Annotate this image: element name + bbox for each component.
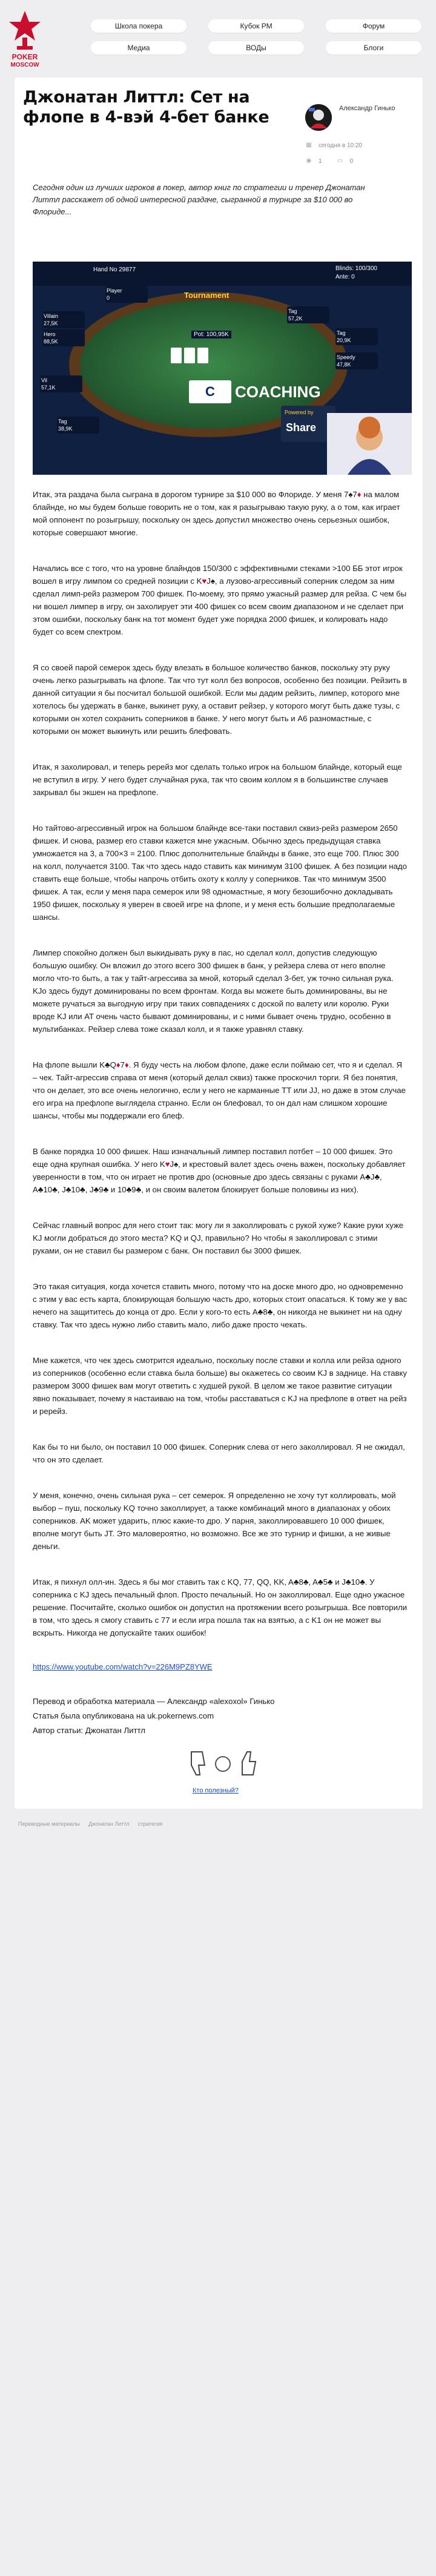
nav-vods[interactable]: ВОДы [208,41,304,54]
tag-item[interactable]: Джонатан Литтл [88,1821,130,1827]
paragraph-6: Лимпер спокойно должен был выкидывать руку в пас, но сделал колл, допустив следующую большую ошибку. Он вложил до этого всего 300 фишек в банк, у рейзера слева от него вполне могло что-то быть, а так у тайт-агрессива за мной, который сделал 3-бет, уж точно сильная рука. KJo здесь будут доминированы по всем фронтам. Когда вы можете быть доминированы, вы не можете ручаться за выгодную игру при таких совпадениях с доской по валету или королю. Руки вроде KJ или AT очень часто бывают доминированы, и с ними бывает очень трудно, особенно в мультибанках. Рейзер слева тоже сказал колл, и я также уравнял ставку. [33,948,394,1034]
video-blinds: Blinds: 100/300 [335,265,377,272]
paragraph-1: Итак, эта раздача была сыграна в дорогом турнире за $10 000 во Флориде. У меня 7♠7♦ на малом блайнде, но мы будем больше говорить не о том, как я разыгрываю такую руку, а о том, как играет мой оппонент по розыгрышу, поскольку он здесь допустил множество очень серьезных ошибок, которые совершают многие. [33,490,400,537]
article-intro: Сегодня один из лучших игроков в покер, автор книг по стратегии и тренер Джонатан Литтл расскажет об одной интересной раздаче, сыгранной в турнире за $10 000 во Флориде... [33,183,365,216]
paragraph-11: Мне кажется, что чек здесь смотрится идеально, поскольку после ставки и колла или рейза одного из соперников (особенно если ставка была больше) вы окажетесь со своим KJ в заднице. На ставку размером 3000 фишек вам могут ответить с худшей рукой. В целом же такое развитие ситуации явно показывает, почему я настаиваю на том, чтобы расставаться с KJ на префлопе в ответ на рейз и ререйз. [33,1356,407,1416]
reaction-icons [174,1748,271,1785]
logo-text [6,53,44,69]
tag-item[interactable]: Переводные материалы [18,1821,80,1827]
video-share: Share [286,421,317,434]
paragraph-4: Итак, я захолировал, и теперь ререйз мог сделать только игрок на большом блайнде, который еще не вступил в игру. У него будет случайная рука, так что своим коллом я в большинстве случаев закрывал бы экшен на префлопе. [33,762,402,797]
star-logo-icon [6,8,44,52]
author-box [305,102,426,174]
seat-2: Hero 88,5K [44,331,58,345]
seat-8: Speedy 47,8K [337,354,355,368]
paragraph-5: Но тайтово-агрессивный игрок на большом блайнде все-таки поставил сквиз-рейз размером 2650 фишек. И снова, размер его ставки кажется мне ужасным. Обычно здесь предыдущая ставка умножается на 3, а 700×3 = 2100. Плюс дополнительные блайнды в банке, это еще 700. Плюс 300 на колл, получается 3100. Так что здесь надо ставить как минимум 3100 фишек. А без позиции надо ставить еще больше, чтобы напрочь отбить охоту к коллу у соперников. Так что минимум 3500 фишек. А так, если у меня пара семерок или 98 одномастные, я могу безошибочно докладывать 1950 фишек, поскольку я уверен в своей игре на флопе, и у меня есть большие предполагаемые шансы. [33,824,407,922]
paragraph-8: В банке порядка 10 000 фишек. Наш изначальный лимпер поставил потбет – 10 000 фишек. Это еще одна крупная ошибка. У него K♥J♠, и крестовый валет здесь очень важен, поскольку добавляет уверенности в том, что он играет не против дро (основные дро здесь связаны с руками A♣J♣, A♣10♣, J♣10♣, J♣9♣ и 10♣9♣, и он своим валетом блокирует больше половины из них). [33,1147,406,1194]
nav-pm-cup[interactable]: Кубок РМ [208,19,304,33]
eye-icon: ◉ [306,157,312,164]
reactions [174,1748,271,1791]
logo-text-moscow: MOSCOW [10,62,39,68]
tag-list [18,1821,162,1827]
site-logo[interactable] [6,8,44,69]
thumbs-up-icon[interactable] [242,1752,256,1775]
seat-4: Tag 38,9K [58,418,73,432]
thumbs-down-icon[interactable] [191,1752,205,1775]
avatar[interactable] [305,104,332,131]
video-hand-no: Hand No 29877 [93,266,136,273]
helpful-link[interactable]: Кто полезный? [193,1787,239,1794]
paragraph-12: Как бы то ни было, он поставил 10 000 фишек. Соперник слева от него заколлировал. Я не ожидал, что он это сделает. [33,1442,405,1464]
youtube-link[interactable]: https://www.youtube.com/watch?v=226M9PZ8YWE [33,1662,213,1671]
svg-text:C: C [205,384,215,399]
video-tournament: Tournament [184,291,230,300]
video-ante: Ante: 0 [335,274,355,280]
dislike-count-circle [216,1757,230,1771]
paragraph-14: Итак, я пихнул олл-ин. Здесь я бы мог ставить так с KQ, 77, QQ, KK, A♣8♣, A♣5♣ и J♣10♣. У соперника с KJ здесь печальный флоп. Просто печальный. Но он заколлировал. Еще одно ужасное решение. Посчитайте, сколько ошибок он допустил на протяжении всего розыгрыша. Все повторили в том, что здесь я смогу ставить с 77 и если игра пошла так на взятью, а с K1 он не может вы вскрыть. Никогда не допускайте таких ошибок! [33,1577,408,1637]
video-brand: COACHING [235,383,321,401]
logo-text-poker: POKER [12,53,38,61]
nav-media[interactable]: Медиа [91,41,187,54]
seat-5: Player 0 [107,288,122,301]
avatar-image-icon [305,104,332,131]
paragraph-13: У меня, конечно, очень сильная рука – сет семерок. Я определенно не хочу тут коллировать, мой выбор – пуш, поскольку KQ точно заколлирует, а также комбинаций много в диапазонах у обоих соперников. AK может ударить, плюс какие-то дро. У парня, заколлировавшего 10 000 фишек, вполне могут быть JT. Это маловероятно, но возможно. Все же это турнир и фишки, а не живые деньги. [33,1491,396,1551]
nav-forum[interactable]: Форум [326,19,421,33]
paragraph-2: Начались все с того, что на уровне блайндов 150/300 с эффективными стеками >100 ББ этот игрок вошел в игру лимпом со средней позиции с K♥J♠, а лузово-агрессивный соперник следом за ним сделал лимп-рейз размером 700 фишек. По-моему, это прямо ужасный размер для рейза. С чем бы ни вошел лимпер в игру, он захолирует эти 400 фишек со всем своим диапазоном и не сделает при этом ошибки, поскольку банк на тот момент будет уже порядка 2000 фишек, и колировать надо будет со всем спектром. [33,564,407,636]
nav-blogs[interactable]: Блоги [326,41,421,54]
paragraph-7: На флопе вышли K♣Q♦7♦. Я буду честь на любом флопе, даже если поймаю сет, что я и сделал. Я – чек. Тайт-агрессив справа от меня (который делал сквиз) также проскочил торги. Я без понятия, что он делает, это все очень нелогично, если у него не карманные TT или JJ, но даже в этом случае его игра на префлопе выглядела странно. Если он блефовал, то он дал нам слишком хорошие шансы, чтобы мы поддержали его блеф. [33,1060,406,1120]
paragraph-9: Сейчас главный вопрос для него стоит так: могу ли я заколлировать с рукой хуже? Какие руки хуже KJ могли добраться до этого места? KQ и QJ, правильно? Но чтобы я заколлировал с этими руками, он не ставил бы размером с банк. Он поставил бы 3000 фишек. [33,1221,404,1255]
stats-row [305,157,353,165]
date-row [305,142,362,149]
credit-author: Автор статьи: Джонатан Литтл [33,1726,145,1735]
comment-count: 0 [349,157,354,165]
video-powered: Powered by [285,409,314,415]
site-header [0,0,436,78]
comment-icon: ▭ [337,157,343,164]
article-title: Джонатан Литтл: Сет на флопе в 4-вэй 4-бет банке [23,88,269,127]
seat-3: Vil 57,1K [41,377,56,391]
video-player[interactable] [33,262,412,475]
view-count: 1 [319,157,322,165]
credit-translation: Перевод и обработка материала — Александр «alexoxol» Гинько [33,1697,275,1706]
seat-6: Tag 57,2K [288,308,303,322]
paragraph-3: Я со своей парой семерок здесь буду влезать в большое количество банков, поскольку эту руку очень легко разыгрывать на флопе. Так что тут колл без вопросов, особенно без позиции. Рейзить в данной ситуации я бы посчитал большой ошибкой. Если мы дадим рейзить, лимпер, которого мне хотелось бы удержать в банке, выкинет руку, а оставит рейзер, у которого могут быть даже тузы, с которыми он хотел сохранить соперников в банке. У него могут быть и A6 разномастные, с которыми он может выкинуть или решить блефовать. [33,663,407,736]
paragraph-10: Это такая ситуация, когда хочется ставить много, потому что на доске много дро, но одновременно с этим у вас есть карта, блокирующая большую часть дро, которых стоит опасаться. К тому же у вас нечего на защититесь до конца от дро. Если у кого-то есть A♣8♣, он никогда не выкинет ни на одну ставку. Так что здесь нужно либо ставить мало, либо даже просто чекать. [33,1282,408,1329]
article-date: сегодня в 10:20 [319,142,362,149]
credit-source: Статья была опубликована на uk.pokernews.com [33,1711,214,1720]
author-name[interactable]: Александр Гинько [339,105,395,112]
calendar-icon: ▦ [306,142,312,148]
tag-item[interactable]: стратегия [137,1821,163,1827]
nav-poker-school[interactable]: Школа покера [91,19,187,33]
seat-1: Villain 27,5K [44,313,58,326]
seat-7: Tag 20,9K [337,330,351,343]
video-pot: Pot: 100,95K [191,331,231,339]
